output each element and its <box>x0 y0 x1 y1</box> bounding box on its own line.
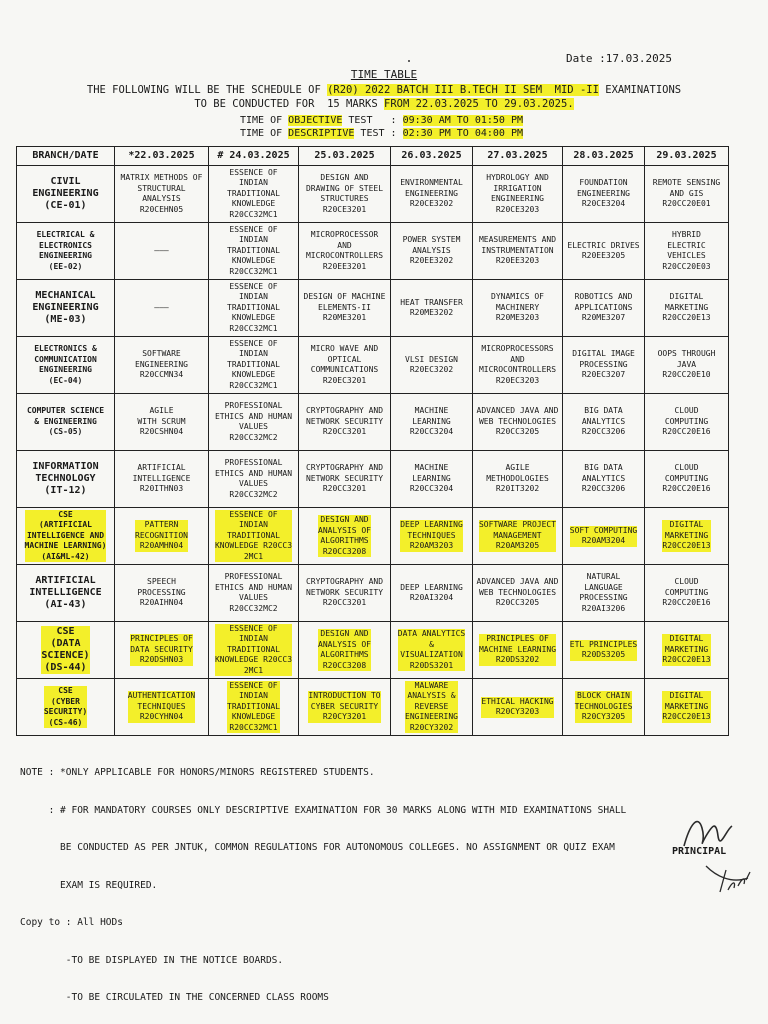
subject-text: CRYPTOGRAPHY AND NETWORK SECURITY R20CC3201 <box>305 577 384 608</box>
subject-text: ETL PRINCIPLES R20DS3205 <box>569 639 638 659</box>
subject-text: PRINCIPLES OF MACHINE LEARNING R20DS3202 <box>478 634 557 665</box>
subject-cell <box>209 451 299 508</box>
note-line: EXAM IS REQUIRED. <box>20 879 158 891</box>
descriptive-word: DESCRIPTIVE <box>288 128 355 139</box>
subject-cell <box>209 166 299 223</box>
descriptive-mid: TEST : <box>354 128 403 139</box>
note-line: : # FOR MANDATORY COURSES ONLY DESCRIPTIVE EXAMINATION FOR 30 MARKS ALONG WITH MID EXAMINATIONS SHALL <box>20 804 627 816</box>
subject-cell <box>645 166 729 223</box>
descriptive-time-line <box>240 128 523 139</box>
date-column-header: 28.03.2025 <box>563 147 645 166</box>
subject-text: CRYPTOGRAPHY AND NETWORK SECURITY R20CC3201 <box>305 463 384 494</box>
subject-text: DESIGN OF MACHINE ELEMENTS-II R20ME3201 <box>303 292 386 323</box>
subject-text: HYDROLOGY AND IRRIGATION ENGINEERING R20CE3203 <box>486 173 549 214</box>
subject-cell <box>299 679 391 736</box>
subject-text: ESSENCE OF INDIAN TRADITIONAL KNOWLEDGE R20CC32MC1 <box>227 338 280 390</box>
subject-cell <box>299 565 391 622</box>
subject-text: PROFESSIONAL ETHICS AND HUMAN VALUES R20CC32MC2 <box>214 401 293 442</box>
timetable-body <box>17 166 729 736</box>
descriptive-prefix: TIME OF <box>240 128 289 139</box>
subject-text: PROFESSIONAL ETHICS AND HUMAN VALUES R20CC32MC2 <box>214 458 293 499</box>
branch-cell <box>17 280 115 337</box>
date-column-header: 29.03.2025 <box>645 147 729 166</box>
subject-text: ——— <box>154 245 169 255</box>
subject-text: DESIGN AND ANALYSIS OF ALGORITHMS R20CC3208 <box>318 629 371 670</box>
subject-cell <box>473 223 563 280</box>
subject-cell <box>299 337 391 394</box>
subject-cell <box>391 451 473 508</box>
branch-cell <box>17 223 115 280</box>
header-line-2-text: TO BE CONDUCTED FOR 15 MARKS <box>194 98 384 110</box>
branch-label: MECHANICAL ENGINEERING (ME-03) <box>32 290 99 325</box>
date-column-header: # 24.03.2025 <box>209 147 299 166</box>
objective-time-line <box>240 115 523 126</box>
table-row <box>17 508 729 565</box>
subject-text: ADVANCED JAVA AND WEB TECHNOLOGIES R20CC3205 <box>476 577 559 608</box>
subject-text: ESSENCE OF INDIAN TRADITIONAL KNOWLEDGE R20CC3 2MC1 <box>214 509 293 561</box>
header-line-1-highlight: (R20) 2022 BATCH III B.TECH II SEM MID -II <box>327 84 599 96</box>
subject-cell <box>645 280 729 337</box>
subject-cell <box>391 622 473 679</box>
branch-label: ARTIFICIAL INTELLIGENCE (AI-43) <box>29 575 102 610</box>
branch-cell <box>17 337 115 394</box>
subject-text: ESSENCE OF INDIAN TRADITIONAL KNOWLEDGE R20CC32MC1 <box>227 167 280 219</box>
table-row <box>17 337 729 394</box>
subject-cell <box>645 223 729 280</box>
subject-cell <box>209 280 299 337</box>
date-column-header: 25.03.2025 <box>299 147 391 166</box>
subject-cell <box>209 622 299 679</box>
subject-cell <box>115 394 209 451</box>
subject-text: ARTIFICIAL INTELLIGENCE R20ITHN03 <box>132 463 191 494</box>
subject-cell <box>115 166 209 223</box>
subject-text: MEASUREMENTS AND INSTRUMENTATION R20EE3203 <box>478 235 557 266</box>
objective-time: 09:30 AM TO 01:50 PM <box>402 115 523 126</box>
table-row <box>17 223 729 280</box>
header-line-1-end: EXAMINATIONS <box>598 84 682 96</box>
subject-text: DEEP LEARNING TECHNIQUES R20AM3203 <box>400 520 463 551</box>
subject-cell <box>563 565 645 622</box>
subject-text: DESIGN AND ANALYSIS OF ALGORITHMS R20CC3208 <box>318 515 371 556</box>
branch-label: ELECTRONICS & COMMUNICATION ENGINEERING (EC-04) <box>34 344 97 385</box>
branch-label: CSE (DATA SCIENCE) (DS-44) <box>41 626 90 673</box>
subject-cell <box>645 451 729 508</box>
subject-text: MICRO WAVE AND OPTICAL COMMUNICATIONS R20EC3201 <box>310 344 379 385</box>
subject-cell <box>299 280 391 337</box>
subject-cell <box>473 166 563 223</box>
subject-cell <box>563 622 645 679</box>
subject-text: PROFESSIONAL ETHICS AND HUMAN VALUES R20CC32MC2 <box>214 572 293 613</box>
subject-text: PRINCIPLES OF DATA SECURITY R20DSHN03 <box>130 634 193 665</box>
header-line-1 <box>0 84 768 96</box>
branch-cell <box>17 166 115 223</box>
table-row <box>17 451 729 508</box>
subject-text: HEAT TRANSFER R20ME3202 <box>400 297 463 317</box>
speck <box>408 60 410 62</box>
subject-cell <box>391 337 473 394</box>
subject-text: ENVIRONMENTAL ENGINEERING R20CE3202 <box>400 178 463 209</box>
subject-text: ELECTRIC DRIVES R20EE3205 <box>567 240 640 260</box>
subject-text: PATTERN RECOGNITION R20AMHN04 <box>135 520 188 551</box>
subject-text: AGILE WITH SCRUM R20CSHN04 <box>137 406 186 437</box>
branch-cell <box>17 622 115 679</box>
subject-text: BLOCK CHAIN TECHNOLOGIES R20CY3205 <box>574 691 633 722</box>
table-row <box>17 679 729 736</box>
subject-text: OOPS THROUGH JAVA R20CC20E10 <box>657 349 716 380</box>
branch-label: CSE (ARTIFICIAL INTELLIGENCE AND MACHINE LEARNING) (AI&ML-42) <box>24 509 107 561</box>
subject-cell <box>115 565 209 622</box>
date-column-header: 27.03.2025 <box>473 147 563 166</box>
subject-text: DIGITAL MARKETING R20CC20E13 <box>662 520 711 551</box>
subject-text: CLOUD COMPUTING R20CC20E16 <box>662 577 711 608</box>
note-line: BE CONDUCTED AS PER JNTUK, COMMON REGULATIONS FOR AUTONOMOUS COLLEGES. NO ASSIGNMENT OR QUIZ EXAM <box>20 842 615 853</box>
subject-text: POWER SYSTEM ANALYSIS R20EE3202 <box>402 235 461 266</box>
subject-cell <box>473 679 563 736</box>
subject-text: DATA ANALYTICS & VISUALIZATION R20DS3201 <box>397 629 466 670</box>
subject-text: ——— <box>154 302 169 312</box>
subject-text: AGILE METHODOLOGIES R20IT3202 <box>486 463 549 494</box>
subject-cell <box>473 508 563 565</box>
subject-text: CRYPTOGRAPHY AND NETWORK SECURITY R20CC3201 <box>305 406 384 437</box>
subject-cell <box>645 622 729 679</box>
subject-text: INTRODUCTION TO CYBER SECURITY R20CY3201 <box>308 691 381 722</box>
objective-mid: TEST : <box>342 115 403 126</box>
subject-cell <box>209 394 299 451</box>
subject-text: REMOTE SENSING AND GIS R20CC20E01 <box>652 178 721 209</box>
subject-cell <box>473 565 563 622</box>
subject-cell <box>115 223 209 280</box>
subject-cell <box>563 394 645 451</box>
subject-cell <box>209 565 299 622</box>
subject-text: NATURAL LANGUAGE PROCESSING R20AI3206 <box>579 572 628 613</box>
subject-text: FOUNDATION ENGINEERING R20CE3204 <box>577 178 630 209</box>
subject-text: ETHICAL HACKING R20CY3203 <box>481 696 554 716</box>
subject-cell <box>209 679 299 736</box>
subject-text: MATRIX METHODS OF STRUCTURAL ANALYSIS R20CEHN05 <box>120 173 203 214</box>
subject-text: VLSI DESIGN R20EC3202 <box>405 354 458 374</box>
subject-text: AUTHENTICATION TECHNIQUES R20CYHN04 <box>127 691 196 722</box>
subject-text: SOFTWARE PROJECT MANAGEMENT R20AM3205 <box>478 520 557 551</box>
subject-cell <box>115 622 209 679</box>
subject-cell <box>209 337 299 394</box>
subject-text: ESSENCE OF INDIAN TRADITIONAL KNOWLEDGE R20CC32MC1 <box>227 224 280 276</box>
subject-text: SOFT COMPUTING R20AM3204 <box>569 525 638 545</box>
branch-cell <box>17 508 115 565</box>
branch-label: ELECTRICAL & ELECTRONICS ENGINEERING (EE-02) <box>36 230 95 271</box>
subject-cell <box>299 223 391 280</box>
subject-text: ADVANCED JAVA AND WEB TECHNOLOGIES R20CC3205 <box>476 406 559 437</box>
subject-cell <box>391 166 473 223</box>
subject-cell <box>299 451 391 508</box>
subject-text: DYNAMICS OF MACHINERY R20ME3203 <box>491 292 544 323</box>
subject-cell <box>563 166 645 223</box>
subject-cell <box>563 280 645 337</box>
table-row <box>17 394 729 451</box>
subject-cell <box>473 451 563 508</box>
branch-cell <box>17 394 115 451</box>
subject-text: CLOUD COMPUTING R20CC20E16 <box>662 463 711 494</box>
branch-label: CSE (CYBER SECURITY) (CS-46) <box>43 686 88 727</box>
subject-text: MACHINE LEARNING R20CC3204 <box>409 406 454 437</box>
subject-text: DIGITAL MARKETING R20CC20E13 <box>662 634 711 665</box>
subject-text: MICROPROCESSOR AND MICROCONTROLLERS R20EE3201 <box>305 230 384 271</box>
branch-cell <box>17 679 115 736</box>
subject-cell <box>473 280 563 337</box>
principal-label: PRINCIPAL <box>672 846 727 857</box>
branch-label: INFORMATION TECHNOLOGY (IT-12) <box>32 461 99 496</box>
date-column-header: *22.03.2025 <box>115 147 209 166</box>
subject-text: DIGITAL MARKETING R20CC20E13 <box>662 292 711 323</box>
subject-text: MALWARE ANALYSIS & REVERSE ENGINEERING R20CY3202 <box>405 680 458 732</box>
subject-cell <box>391 565 473 622</box>
branch-cell <box>17 451 115 508</box>
table-row <box>17 280 729 337</box>
subject-cell <box>299 394 391 451</box>
subject-cell <box>645 679 729 736</box>
subject-text: DIGITAL IMAGE PROCESSING R20EC3207 <box>572 349 635 380</box>
table-row <box>17 565 729 622</box>
copy-to-line: Copy to : All HODs <box>20 917 123 928</box>
objective-prefix: TIME OF <box>240 115 289 126</box>
subject-cell <box>473 394 563 451</box>
header-line-1-text: THE FOLLOWING WILL BE THE SCHEDULE OF <box>86 84 328 96</box>
branch-label: COMPUTER SCIENCE & ENGINEERING (CS-05) <box>26 406 105 437</box>
subject-cell <box>115 679 209 736</box>
subject-text: SOFTWARE ENGINEERING R20CCMN34 <box>135 349 188 380</box>
subject-cell <box>645 394 729 451</box>
copy-to-line: -TO BE DISPLAYED IN THE NOTICE BOARDS. <box>20 954 284 966</box>
subject-text: ESSENCE OF INDIAN TRADITIONAL KNOWLEDGE R20CC32MC1 <box>227 281 280 333</box>
table-row <box>17 166 729 223</box>
subject-text: ROBOTICS AND APPLICATIONS R20ME3207 <box>574 292 633 323</box>
subject-text: DESIGN AND DRAWING OF STEEL STRUCTURES R20CE3201 <box>305 173 384 214</box>
document-date: Date :17.03.2025 <box>566 52 672 65</box>
subject-cell <box>391 508 473 565</box>
subject-cell <box>209 223 299 280</box>
subject-cell <box>391 223 473 280</box>
subject-text: DEEP LEARNING R20AI3204 <box>400 582 463 602</box>
subject-cell <box>115 337 209 394</box>
document-title: TIME TABLE <box>350 68 418 81</box>
note-line: NOTE : *ONLY APPLICABLE FOR HONORS/MINORS REGISTERED STUDENTS. <box>20 767 375 778</box>
subject-cell <box>473 337 563 394</box>
subject-cell <box>391 679 473 736</box>
subject-cell <box>299 622 391 679</box>
descriptive-time: 02:30 PM TO 04:00 PM <box>402 128 523 139</box>
timetable <box>16 146 729 736</box>
branch-date-header: BRANCH/DATE <box>17 147 115 166</box>
subject-text: BIG DATA ANALYTICS R20CC3206 <box>581 406 626 437</box>
subject-cell <box>563 337 645 394</box>
subject-cell <box>391 280 473 337</box>
subject-cell <box>209 508 299 565</box>
subject-text: ESSENCE OF INDIAN TRADITIONAL KNOWLEDGE R20CC3 2MC1 <box>214 623 293 675</box>
subject-text: BIG DATA ANALYTICS R20CC3206 <box>581 463 626 494</box>
header-line-2-highlight: FROM 22.03.2025 TO 29.03.2025. <box>384 98 574 110</box>
subject-cell <box>473 622 563 679</box>
subject-text: MICROPROCESSORS AND MICROCONTROLLERS R20EC3203 <box>478 344 557 385</box>
subject-text: ESSENCE OF INDIAN TRADITIONAL KNOWLEDGE R20CC32MC1 <box>227 680 280 732</box>
branch-label: CIVIL ENGINEERING (CE-01) <box>32 176 99 211</box>
subject-text: CLOUD COMPUTING R20CC20E16 <box>662 406 711 437</box>
branch-cell <box>17 565 115 622</box>
timetable-header-row <box>17 147 729 166</box>
subject-cell <box>563 223 645 280</box>
subject-cell <box>115 280 209 337</box>
subject-cell <box>299 166 391 223</box>
subject-text: HYBRID ELECTRIC VEHICLES R20CC20E03 <box>662 230 711 271</box>
subject-cell <box>645 565 729 622</box>
notes-block <box>20 742 626 1017</box>
subject-cell <box>391 394 473 451</box>
subject-text: SPEECH PROCESSING R20AIHN04 <box>137 577 186 608</box>
subject-cell <box>563 679 645 736</box>
copy-to-line: -TO BE CIRCULATED IN THE CONCERNED CLASS ROOMS <box>20 992 329 1003</box>
subject-cell <box>645 337 729 394</box>
subject-cell <box>115 508 209 565</box>
subject-text: DIGITAL MARKETING R20CC20E13 <box>662 691 711 722</box>
header-line-2 <box>0 98 768 110</box>
subject-cell <box>563 451 645 508</box>
table-row <box>17 622 729 679</box>
subject-text: MACHINE LEARNING R20CC3204 <box>409 463 454 494</box>
date-column-header: 26.03.2025 <box>391 147 473 166</box>
subject-cell <box>563 508 645 565</box>
subject-cell <box>299 508 391 565</box>
subject-cell <box>115 451 209 508</box>
subject-cell <box>645 508 729 565</box>
objective-word: OBJECTIVE <box>288 115 343 126</box>
